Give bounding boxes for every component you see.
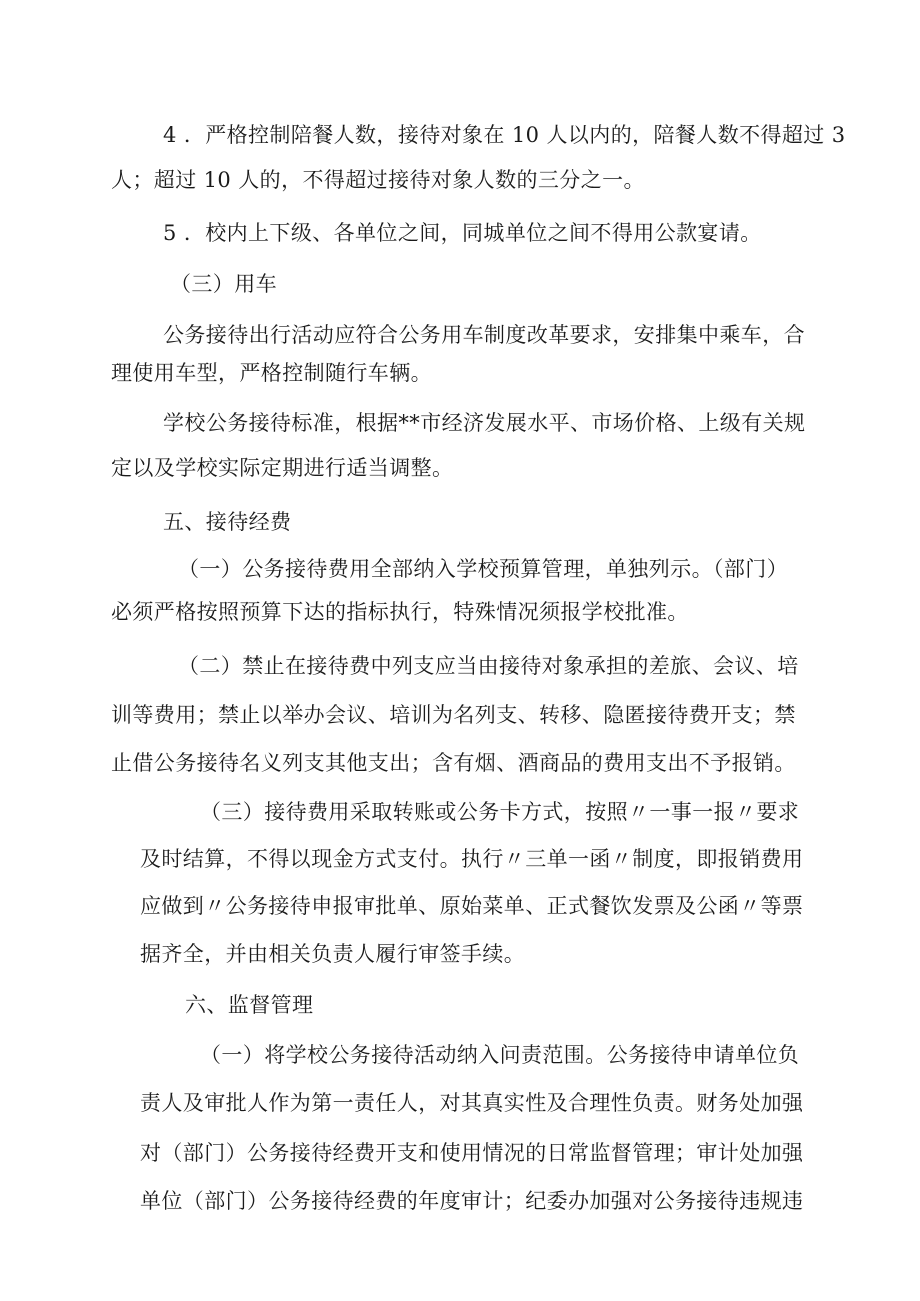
funding1-line2: 必须严格按照预算下达的指标执行，特殊情况须报学校批准。 (111, 600, 689, 624)
item4-line1: 4 ．严格控制陪餐人数，接待对象在 10 人以内的，陪餐人数不得超过 3 (163, 123, 846, 147)
section3-heading: （三）用车 (170, 272, 277, 296)
item5-line1: 5 ．校内上下级、各单位之间，同城单位之间不得用公款宴请。 (163, 221, 762, 245)
item4-line2: 人；超过 10 人的，不得超过接待对象人数的三分之一。 (111, 168, 645, 192)
funding3-line4: 据齐全，并由相关负责人履行审签手续。 (140, 942, 526, 966)
funding3-line1: （三）接待费用采取转账或公务卡方式，按照〃一事一报〃要求 (200, 800, 800, 824)
vehicle-paragraph-line2: 理使用车型，严格控制随行车辆。 (111, 361, 432, 385)
supervision1-line3: 对（部门）公务接待经费开支和使用情况的日常监督管理；审计处加强 (140, 1141, 804, 1165)
funding3-line3: 应做到〃公务接待申报审批单、原始菜单、正式餐饮发票及公函〃等票 (140, 894, 804, 918)
funding3-line2: 及时结算，不得以现金方式支付。执行〃三单一函〃制度，即报销费用 (140, 847, 804, 871)
supervision1-line2: 责人及审批人作为第一责任人，对其真实性及合理性负责。财务处加强 (140, 1091, 804, 1115)
supervision1-line1: （一）将学校公务接待活动纳入问责范围。公务接待申请单位负 (200, 1043, 800, 1067)
heading-supervision: 六、监督管理 (185, 993, 314, 1017)
vehicle-paragraph-line1: 公务接待出行活动应符合公务用车制度改革要求，安排集中乘车，合 (163, 323, 805, 347)
standards-paragraph-line1: 学校公务接待标准，根据**市经济发展水平、市场价格、上级有关规 (163, 411, 806, 435)
funding2-line3: 止借公务接待名义列支其他支出；含有烟、酒商品的费用支出不予报销。 (111, 751, 796, 775)
funding1-line1: （一）公务接待费用全部纳入学校预算管理，单独列示。（部门） (178, 557, 789, 581)
heading-funding: 五、接待经费 (163, 510, 292, 534)
standards-paragraph-line2: 定以及学校实际定期进行适当调整。 (111, 456, 454, 480)
supervision1-line4: 单位（部门）公务接待经费的年度审计；纪委办加强对公务接待违规违 (140, 1189, 804, 1213)
funding2-line2: 训等费用；禁止以举办会议、培训为名列支、转移、隐匿接待费开支；禁 (111, 703, 796, 727)
funding2-line1: （二）禁止在接待费中列支应当由接待对象承担的差旅、会议、培 (178, 654, 799, 678)
